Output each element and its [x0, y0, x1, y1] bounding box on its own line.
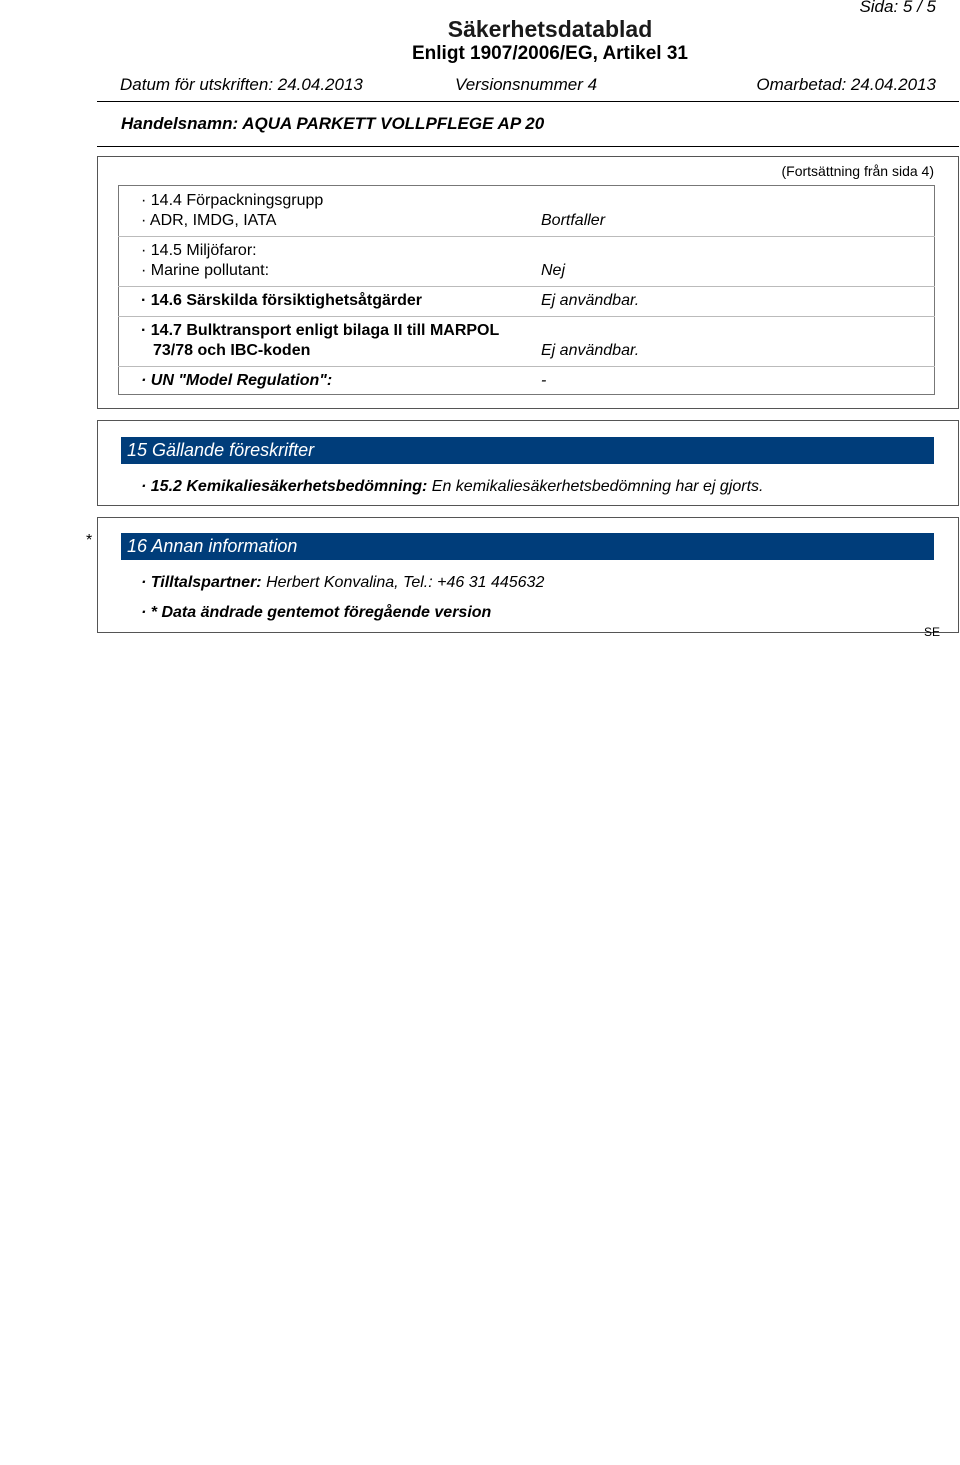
marine-pollutant-label: · Marine pollutant:: [141, 262, 270, 279]
bulk-transport-label: · 14.7 Bulktransport enligt bilaga II till MARPOL: [141, 322, 500, 339]
contact-person-value: Herbert Konvalina, Tel.: +46 31 445632: [261, 574, 545, 591]
chemical-safety-assessment-value: En kemikaliesäkerhetsbedömning har ej gjorts.: [427, 478, 764, 495]
section-16-heading: 16 Annan information: [121, 533, 934, 560]
row-divider: [118, 366, 935, 367]
row-divider: [118, 286, 935, 287]
environmental-hazards-label: · 14.5 Miljöfaror:: [141, 242, 257, 259]
continued-note: (Fortsättning från sida 4): [781, 163, 934, 179]
row-divider: [118, 236, 935, 237]
bulk-transport-label-continued: 73/78 och IBC-koden: [153, 342, 311, 359]
un-model-regulation-value: -: [541, 372, 547, 389]
row-divider: [118, 316, 935, 317]
bulk-transport-value: Ej användbar.: [541, 342, 640, 359]
contact-person-label: · Tilltalspartner:: [141, 574, 262, 591]
marine-pollutant-value: Nej: [541, 262, 566, 279]
special-precautions-value: Ej användbar.: [541, 292, 640, 309]
change-marker: *: [86, 532, 93, 549]
print-date: Datum för utskriften: 24.04.2013: [120, 75, 363, 94]
product-divider: [97, 146, 959, 147]
document-subtitle: Enligt 1907/2006/EG, Artikel 31: [412, 43, 688, 64]
chemical-safety-assessment: [141, 478, 764, 496]
language-code: SE: [923, 625, 940, 639]
page-number: Sida: 5 / 5: [859, 0, 936, 16]
contact-person: [141, 574, 544, 592]
section-15-heading: 15 Gällande föreskrifter: [121, 437, 934, 464]
special-precautions-label: · 14.6 Särskilda försiktighetsåtgärder: [141, 292, 422, 309]
un-model-regulation-label: · UN "Model Regulation":: [141, 372, 333, 389]
header-divider: [97, 101, 959, 102]
changed-data-note: · * Data ändrade gentemot föregående version: [141, 604, 492, 621]
trade-name: Handelsnamn: AQUA PARKETT VOLLPFLEGE AP 20: [121, 114, 545, 133]
version-number: Versionsnummer 4: [455, 75, 598, 94]
document-title: Säkerhetsdatablad: [447, 16, 653, 42]
packing-group-value: Bortfaller: [541, 212, 606, 229]
packing-group-label: · 14.4 Förpackningsgrupp: [141, 192, 324, 209]
chemical-safety-assessment-label: · 15.2 Kemikaliesäkerhetsbedömning:: [141, 478, 428, 495]
packing-group-transport-label: · ADR, IMDG, IATA: [141, 212, 277, 229]
revised-date: Omarbetad: 24.04.2013: [756, 75, 936, 94]
